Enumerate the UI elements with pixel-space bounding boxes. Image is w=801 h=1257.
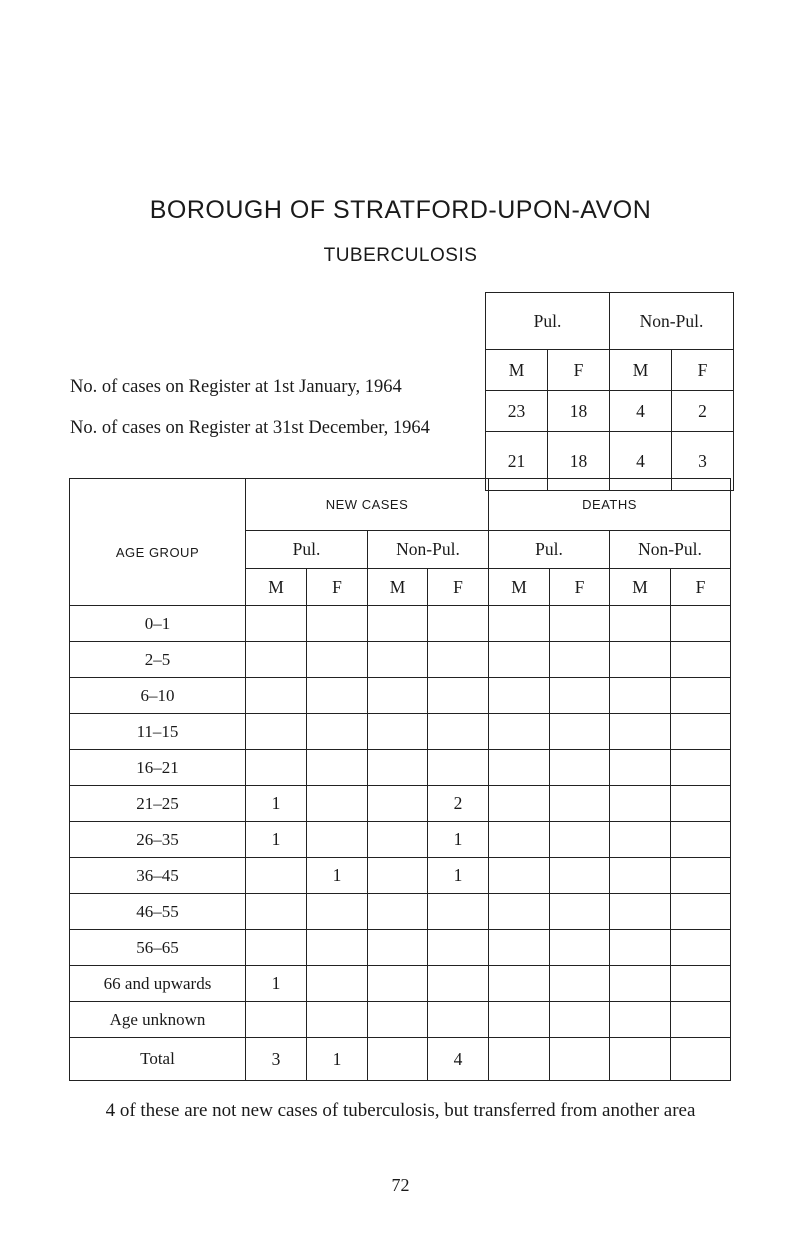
- table-cell: [307, 714, 368, 750]
- table-cell: [671, 1038, 731, 1081]
- page-number: 72: [391, 1175, 410, 1195]
- table-cell: [671, 930, 731, 966]
- table-cell: [428, 1002, 489, 1038]
- register-cell: 4: [610, 391, 672, 432]
- table-cell: [550, 966, 610, 1002]
- table-cell: [428, 714, 489, 750]
- table-row: [70, 1002, 731, 1038]
- table-cell: [489, 858, 550, 894]
- table-cell: [610, 822, 671, 858]
- table-cell: [307, 822, 368, 858]
- table-row: [70, 678, 731, 714]
- table-cell: [610, 714, 671, 750]
- table-cell: [610, 750, 671, 786]
- table-cell: 1: [428, 858, 489, 894]
- table-cell: [246, 642, 307, 678]
- table-cell: [246, 858, 307, 894]
- table-cell: 4: [428, 1038, 489, 1081]
- register-header-pul: Pul.: [486, 293, 610, 350]
- table-cell: [489, 786, 550, 822]
- table-cell: [246, 678, 307, 714]
- age-group-label: 16–21: [70, 750, 246, 786]
- table-cell: [610, 678, 671, 714]
- table-cell: [246, 606, 307, 642]
- table-cell: [671, 822, 731, 858]
- table-cell: [428, 642, 489, 678]
- age-group-table: [69, 478, 731, 1081]
- table-cell: [550, 1002, 610, 1038]
- header-new-nonpul: Non-Pul.: [368, 531, 489, 569]
- table-cell: [550, 1038, 610, 1081]
- table-cell: [307, 966, 368, 1002]
- age-group-label: 6–10: [70, 678, 246, 714]
- register-cell: 21: [486, 432, 548, 491]
- table-cell: [489, 1038, 550, 1081]
- table-cell: [489, 894, 550, 930]
- table-cell: [428, 966, 489, 1002]
- table-cell: [246, 714, 307, 750]
- table-cell: [610, 930, 671, 966]
- table-cell: [307, 750, 368, 786]
- table-cell: [610, 606, 671, 642]
- table-cell: [489, 1002, 550, 1038]
- table-cell: [307, 678, 368, 714]
- table-cell: [307, 930, 368, 966]
- table-cell: [246, 750, 307, 786]
- table-cell: [428, 930, 489, 966]
- header-m: M: [368, 569, 428, 606]
- table-cell: 1: [428, 822, 489, 858]
- table-cell: [671, 714, 731, 750]
- table-cell: [550, 642, 610, 678]
- table-cell: [550, 714, 610, 750]
- table-cell: [671, 966, 731, 1002]
- table-cell: [246, 930, 307, 966]
- table-row: [70, 822, 731, 858]
- table-cell: 2: [428, 786, 489, 822]
- table-cell: [610, 1002, 671, 1038]
- header-m: M: [610, 569, 671, 606]
- table-cell: [671, 678, 731, 714]
- table-cell: [368, 858, 428, 894]
- table-cell: [489, 606, 550, 642]
- table-cell: [671, 786, 731, 822]
- register-summary-table: [485, 292, 734, 491]
- header-new-cases: NEW CASES: [246, 479, 489, 531]
- register-label-december: No. of cases on Register at 31st December, 1964: [70, 418, 430, 438]
- age-group-label: 11–15: [70, 714, 246, 750]
- register-subheader-nonpul-m: M: [610, 350, 672, 391]
- header-f: F: [550, 569, 610, 606]
- age-group-rows: [70, 606, 731, 1081]
- table-cell: [368, 1002, 428, 1038]
- table-row: [70, 606, 731, 642]
- header-m: M: [489, 569, 550, 606]
- header-age-group: AGE GROUP: [70, 479, 246, 606]
- table-cell: [489, 750, 550, 786]
- table-cell: [368, 750, 428, 786]
- table-cell: [307, 606, 368, 642]
- register-cell: 4: [610, 432, 672, 491]
- register-cell: 18: [548, 391, 610, 432]
- table-cell: [610, 858, 671, 894]
- age-group-label: Total: [70, 1038, 246, 1081]
- register-row-january: [486, 391, 734, 432]
- table-cell: [550, 786, 610, 822]
- header-deaths-nonpul: Non-Pul.: [610, 531, 731, 569]
- table-cell: [550, 894, 610, 930]
- register-cell: 18: [548, 432, 610, 491]
- table-cell: [307, 786, 368, 822]
- page-title: BOROUGH OF STRATFORD-UPON-AVON: [149, 196, 652, 224]
- age-group-label: 66 and upwards: [70, 966, 246, 1002]
- table-cell: [550, 750, 610, 786]
- table-cell: [368, 678, 428, 714]
- footnote: 4 of these are not new cases of tuberculosis, but transferred from another area: [105, 1100, 696, 1121]
- table-cell: [671, 894, 731, 930]
- register-header-nonpul: Non-Pul.: [610, 293, 734, 350]
- table-cell: [246, 894, 307, 930]
- table-cell: [489, 966, 550, 1002]
- table-cell: [671, 606, 731, 642]
- table-cell: 1: [307, 858, 368, 894]
- table-cell: [610, 786, 671, 822]
- table-row: [70, 966, 731, 1002]
- header-f: F: [428, 569, 489, 606]
- table-row: [70, 714, 731, 750]
- table-cell: [550, 858, 610, 894]
- register-cell: 2: [672, 391, 734, 432]
- table-cell: [368, 822, 428, 858]
- table-cell: [671, 750, 731, 786]
- table-cell: [368, 894, 428, 930]
- table-cell: [368, 606, 428, 642]
- table-row: [70, 858, 731, 894]
- age-group-label: 2–5: [70, 642, 246, 678]
- table-cell: 1: [246, 966, 307, 1002]
- table-row: [70, 894, 731, 930]
- table-row: [70, 642, 731, 678]
- age-group-label: 21–25: [70, 786, 246, 822]
- table-cell: [610, 966, 671, 1002]
- table-cell: 1: [307, 1038, 368, 1081]
- age-group-label: 36–45: [70, 858, 246, 894]
- table-cell: [671, 858, 731, 894]
- table-row: [70, 750, 731, 786]
- table-cell: [307, 642, 368, 678]
- table-cell: [428, 894, 489, 930]
- table-cell: [368, 966, 428, 1002]
- age-group-label: Age unknown: [70, 1002, 246, 1038]
- table-cell: [368, 786, 428, 822]
- header-deaths: DEATHS: [489, 479, 731, 531]
- table-cell: 3: [246, 1038, 307, 1081]
- age-group-label: 46–55: [70, 894, 246, 930]
- table-row: [70, 930, 731, 966]
- table-cell: [550, 930, 610, 966]
- table-cell: [550, 822, 610, 858]
- header-f: F: [307, 569, 368, 606]
- register-label-january: No. of cases on Register at 1st January, 1964: [70, 377, 402, 397]
- table-cell: [307, 894, 368, 930]
- age-group-label: 26–35: [70, 822, 246, 858]
- table-cell: [489, 714, 550, 750]
- table-cell: [489, 930, 550, 966]
- table-cell: [489, 642, 550, 678]
- table-cell: [307, 1002, 368, 1038]
- table-row: [70, 1038, 731, 1081]
- header-f: F: [671, 569, 731, 606]
- table-cell: [368, 930, 428, 966]
- table-cell: [550, 678, 610, 714]
- table-cell: [610, 642, 671, 678]
- table-cell: [368, 1038, 428, 1081]
- table-cell: 1: [246, 822, 307, 858]
- register-subheader-pul-f: F: [548, 350, 610, 391]
- table-cell: [489, 678, 550, 714]
- register-subheader-pul-m: M: [486, 350, 548, 391]
- table-cell: [368, 642, 428, 678]
- table-cell: [671, 642, 731, 678]
- table-cell: [550, 606, 610, 642]
- header-m: M: [246, 569, 307, 606]
- table-cell: [610, 1038, 671, 1081]
- header-new-pul: Pul.: [246, 531, 368, 569]
- age-group-label: 56–65: [70, 930, 246, 966]
- register-cell: 23: [486, 391, 548, 432]
- table-cell: [610, 894, 671, 930]
- table-cell: [489, 822, 550, 858]
- age-group-label: 0–1: [70, 606, 246, 642]
- table-cell: 1: [246, 786, 307, 822]
- table-cell: [671, 1002, 731, 1038]
- page-subtitle: TUBERCULOSIS: [323, 245, 478, 266]
- table-cell: [246, 1002, 307, 1038]
- table-cell: [428, 606, 489, 642]
- register-cell: 3: [672, 432, 734, 491]
- table-cell: [368, 714, 428, 750]
- register-subheader-nonpul-f: F: [672, 350, 734, 391]
- table-cell: [428, 750, 489, 786]
- table-cell: [428, 678, 489, 714]
- table-row: [70, 786, 731, 822]
- header-deaths-pul: Pul.: [489, 531, 610, 569]
